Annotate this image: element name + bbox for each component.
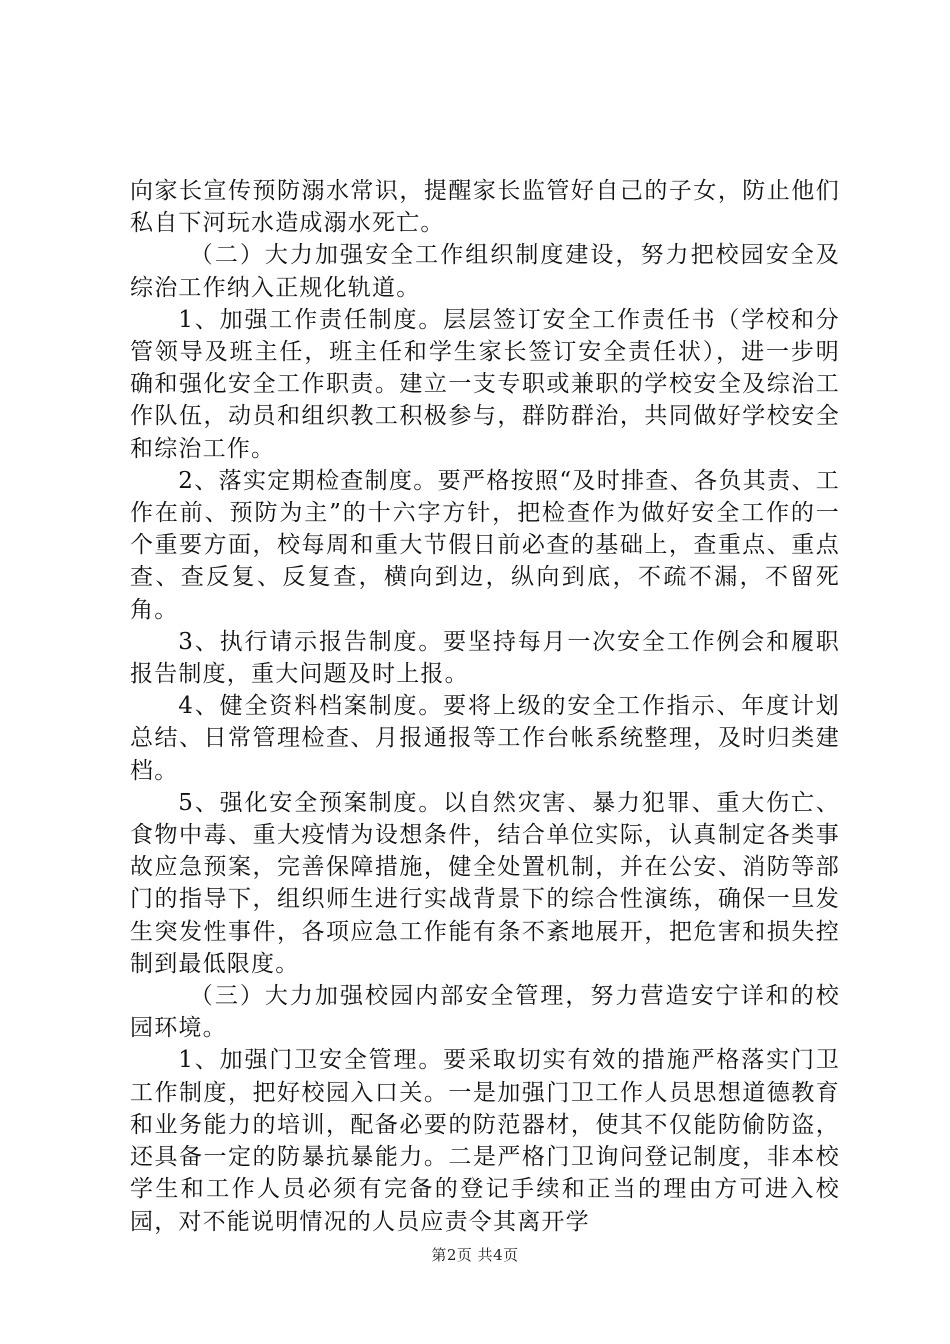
paragraph-reporting: 3、执行请示报告制度。要坚持每月一次安全工作例会和履职报告制度，重大问题及时上报。: [130, 628, 840, 688]
paragraph-inspection: 2、落实定期检查制度。要严格按照“及时排查、各负其责、工作在前、预防为主”的十六字方针，把检查作为做好安全工作的一个重要方面，校每周和重大节假日前必查的基础上，查重点、重点查、查反复、反复查，横向到边，纵向到底，不疏不漏，不留死角。: [130, 467, 840, 623]
paragraph-contingency: 5、强化安全预案制度。以自然灾害、暴力犯罪、重大伤亡、食物中毒、重大疫情为设想条件，结合单位实际，认真制定各类事故应急预案，完善保障措施，健全处置机制，并在公安、消防等部门的指导下，组织师生进行实战背景下的综合性演练，确保一旦发生突发性事件，各项应急工作能有条不紊地展开，把危害和损失控制到最低限度。: [130, 789, 840, 977]
section-heading-3: （三）大力加强校园内部安全管理，努力营造安宁详和的校园环境。: [130, 983, 840, 1042]
page-footer: 第2页 共4页: [431, 1246, 519, 1264]
paragraph-responsibility: 1、加强工作责任制度。层层签订安全工作责任书（学校和分管领导及班主任，班主任和学生家长签订安全责任状），进一步明确和强化安全工作职责。建立一支专职或兼职的学校安全及综治工作队伍，动员和组织教工积极参与，群防群治，共同做好学校安全和综治工作。: [130, 306, 840, 462]
document-body: [130, 175, 840, 1238]
paragraph-continuation: 向家长宣传预防溺水常识，提醒家长监管好自己的子女，防止他们私自下河玩水造成溺水死亡。: [130, 178, 840, 237]
paragraph-gatekeeping: 1、加强门卫安全管理。要采取切实有效的措施严格落实门卫工作制度，把好校园入口关。一是加强门卫工作人员思想道德教育和业务能力的培训，配备必要的防范器材，使其不仅能防偷防盗，还具备一定的防暴抗暴能力。二是严格门卫询问登记制度，非本校学生和工作人员必须有完备的登记手续和正当的理由方可进入校园，对不能说明情况的人员应责令其离开学: [130, 1047, 840, 1235]
paragraph-archives: 4、健全资料档案制度。要将上级的安全工作指示、年度计划总结、日常管理检查、月报通报等工作台帐系统整理，及时归类建档。: [130, 693, 840, 784]
section-heading-2: （二）大力加强安全工作组织制度建设，努力把校园安全及综治工作纳入正规化轨道。: [130, 242, 840, 301]
